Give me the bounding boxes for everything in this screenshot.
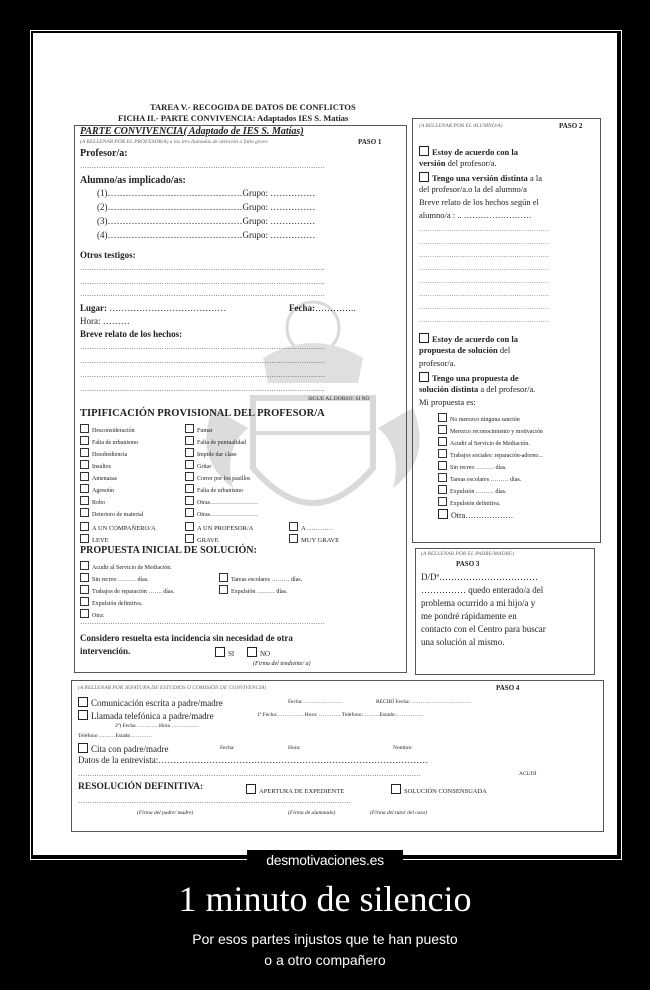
consensuada-checkbox[interactable]: SOLUCIÓN CONSENSUADA xyxy=(391,784,487,796)
profesor-dots: …………………………………………………………………………………………… xyxy=(80,162,325,170)
cita-hora: Hora: xyxy=(288,745,301,751)
alumno-number: (3) xyxy=(97,216,108,226)
paso-3-label: PASO 3 xyxy=(456,560,480,568)
tip-item[interactable]: Impide dar clase xyxy=(185,448,237,458)
relato-dots: …………………………………………………… xyxy=(419,278,549,285)
tengo-propuesta-line3: Mi propuesta es: xyxy=(419,397,476,407)
teacher-fill-note: (A RELLENAR POR EL PROFESOR/A) a las tres llamadas de atención o falta grave xyxy=(80,139,268,145)
relato-dots: …………………………………………………… xyxy=(419,265,549,272)
student-prop-item[interactable]: Tareas escolares ……… días. xyxy=(438,473,521,483)
relato-dots: …………………………………………………… xyxy=(419,304,549,311)
jefatura-fill-note: (A RELLENAR POR JEFATURA DE ESTUDIOS O COMISIÓN DE CONVIVENCIA) xyxy=(78,685,267,691)
relato-dots: …………………………………………………… xyxy=(419,252,549,259)
hora-label: Hora: ……… xyxy=(80,316,130,326)
profesor-label: Profesor/a: xyxy=(80,148,128,159)
intervencion-text: intervención. xyxy=(80,646,131,656)
tip-item[interactable]: Falta de urbanismo xyxy=(185,484,243,494)
relato-dots: …………………………………………………… xyxy=(419,291,549,298)
tip-item[interactable]: Amenazas xyxy=(80,472,117,482)
paso-1-label: PASO 1 xyxy=(358,138,382,146)
tip-item[interactable]: Desobediencia xyxy=(80,448,127,458)
llamada-detalle: 1ª Fecha:……………Hora: ………… Teléfono:………Estado:…………… xyxy=(257,712,424,718)
site-watermark[interactable]: desmotivaciones.es xyxy=(247,850,403,870)
distinta-line1[interactable]: Tengo una versión distinta a la xyxy=(419,172,542,183)
padre-line-5: contacto con el Centro para buscar xyxy=(421,624,546,634)
prop-item[interactable]: Trabajos de reparación ……. días. xyxy=(80,585,174,595)
caption-subtitle-1: Por esos partes injustos que te han puesto xyxy=(192,931,458,947)
tip-item[interactable]: Desconsideración xyxy=(80,424,135,434)
relato-dots: …………………………………………………… xyxy=(419,239,549,246)
parent-fill-note: (A RELLENAR POR EL PADRE/MADRE) xyxy=(421,551,514,557)
alumno-row-1: (1)………………………………………Grupo: …………… xyxy=(97,188,316,198)
paso-4-label: PASO 4 xyxy=(496,684,520,692)
tip-item[interactable]: Otras…………………… xyxy=(185,496,258,506)
tip-item[interactable]: Falta de urbanismo xyxy=(80,436,138,446)
prop-item[interactable]: Otra: xyxy=(80,609,104,619)
tip-item[interactable]: Agresión xyxy=(80,484,114,494)
lugar-text: Lugar: xyxy=(80,303,107,313)
tip-item[interactable]: Fumar xyxy=(185,424,213,434)
alumno-row-4: (4)………………………………………Grupo: …………… xyxy=(97,230,316,240)
cita-nombre: Nombre: xyxy=(393,745,413,751)
cita-fecha: Fecha: xyxy=(220,745,235,751)
tip-item[interactable]: Otras…………………… xyxy=(185,508,258,518)
considero-text: Considero resuelta esta incidencia sin necesidad de otra xyxy=(80,633,293,643)
caption-subtitle-2: o a otro compañero xyxy=(264,952,386,968)
firma-profesor: (Firma del tendiente/ a) xyxy=(253,661,311,667)
relato-dots: …………………………………………………… xyxy=(419,317,549,324)
datos-entrevista: Datos de la entrevista:……………………………………………………………………………… xyxy=(78,755,429,765)
acuerdo-propuesta-line2: propuesta de solución del xyxy=(419,345,511,355)
sigue-dorso: SIGUE AL DORSO: SI NO xyxy=(308,396,370,402)
tip-item[interactable]: Gritar xyxy=(185,460,211,470)
distinta-line3: Breve relato de los hechos según el xyxy=(419,197,539,207)
caption-title: 1 minuto de silencio xyxy=(178,879,472,919)
prop-expulsion[interactable]: Expulsión ……… días. xyxy=(219,585,288,595)
prop-tareas[interactable]: Tareas escolares ……… días. xyxy=(219,573,302,583)
recibi-fecha: RECIBÍ Fecha: …………………………… xyxy=(376,699,472,705)
testigos-label: Otros testigos: xyxy=(80,250,136,260)
form-document xyxy=(33,33,617,855)
prop-item[interactable]: Sin recreo ……… días. xyxy=(80,573,149,583)
acuerdo-version-line1[interactable]: Estoy de acuerdo con la xyxy=(419,146,518,157)
acudi-label: ACUDÍ xyxy=(519,771,537,777)
breve-dots-2: …………………………………………………………………………………………… xyxy=(80,357,325,365)
firma-tutor: (Firma del tutor del caso) xyxy=(370,810,428,816)
alumno-number: (1) xyxy=(97,188,108,198)
tip-item[interactable]: Falta de puntualidad xyxy=(185,436,246,446)
grupo-label: Grupo: xyxy=(242,230,268,240)
student-prop-item[interactable]: No merezco ninguna sanción xyxy=(438,413,520,423)
alumno-number: (2) xyxy=(97,202,108,212)
grupo-label: Grupo: xyxy=(242,202,268,212)
padre-line-3: problema ocurrido a mi hijo/a y xyxy=(421,598,536,608)
acuerdo-propuesta-line1[interactable]: Estoy de acuerdo con la xyxy=(419,333,518,344)
grupo-label: Grupo: xyxy=(242,216,268,226)
entrevista-dots: ………………………………………………………………………………………………………………………………… xyxy=(78,770,421,778)
testigos-dots-3: …………………………………………………………………………………………… xyxy=(80,290,325,298)
alumno-number: (4) xyxy=(97,230,108,240)
segunda-llamada: 2ª) Fecha …………Hora …………… xyxy=(115,723,199,729)
lugar-label: Lugar: ………………………………… xyxy=(80,303,227,313)
acuerdo-version-line2: versión del profesor/a. xyxy=(419,158,497,168)
si-checkbox[interactable]: SI xyxy=(215,647,234,658)
breve-dots-4: …………………………………………………………………………………………… xyxy=(80,385,325,393)
alumno-row-2: (2)………………………………………Grupo: …………… xyxy=(97,202,316,212)
tip-item[interactable]: Insultos xyxy=(80,460,111,470)
cita-checkbox[interactable]: Cita con padre/madre xyxy=(78,743,168,754)
target-profesor[interactable]: A UN PROFESOR/A xyxy=(185,522,253,533)
acuerdo-propuesta-line3: profesor/a. xyxy=(419,358,456,368)
testigos-dots-2: …………………………………………………………………………………………… xyxy=(80,278,325,286)
severity-grave[interactable]: GRAVE xyxy=(185,534,219,545)
student-prop-item[interactable]: Expulsión ……… días. xyxy=(438,485,507,495)
testigos-dots-1: …………………………………………………………………………………………… xyxy=(80,264,325,272)
header-line-1: TAREA V.- RECOGIDA DE DATOS DE CONFLICTOS xyxy=(150,102,356,112)
llamada-checkbox[interactable]: Llamada telefónica a padre/madre xyxy=(78,710,214,721)
distinta-line4: alumno/a : .. …………………… xyxy=(419,210,532,220)
padre-line-2: …………… quedo enterado/a del xyxy=(421,585,544,595)
padre-line-4: me pondré rápidamente en xyxy=(421,611,517,621)
tengo-propuesta-line1[interactable]: Tengo una propuesta de xyxy=(419,372,519,383)
severity-leve[interactable]: LEVE xyxy=(80,534,109,545)
resolucion-heading: RESOLUCIÓN DEFINITIVA: xyxy=(78,782,204,792)
comunicacion-checkbox[interactable]: Comunicación escrita a padre/madre xyxy=(78,697,223,708)
grupo-label: Grupo: xyxy=(242,188,268,198)
tipificacion-heading: TIPIFICACIÓN PROVISIONAL DEL PROFESOR/A xyxy=(80,408,325,419)
tip-item[interactable]: Deterioro de material xyxy=(80,508,143,518)
firma-alumnado: (Firma de alumnado) xyxy=(288,810,336,816)
student-prop-item[interactable]: Trabajos sociales: reparación-adorno... xyxy=(438,449,543,459)
tengo-propuesta-line2: solución distinta a del profesor/a. xyxy=(419,384,536,394)
otra-dots: …………………………………………………………………………………………… xyxy=(80,618,325,626)
form-title: PARTE CONVIVENCIA( Adaptado de IES S. Matías) xyxy=(80,126,304,137)
breve-dots-1: …………………………………………………………………………………………… xyxy=(80,343,325,351)
prop-item[interactable]: Acudir al Servicio de Mediación. xyxy=(80,561,172,571)
student-fill-note: (A RELLENAR POR EL ALUMNO/A) xyxy=(419,123,503,129)
padre-line-1: D/Dª…………………………… xyxy=(421,572,538,582)
distinta-line2: del profesor/a.o la del alumno/a xyxy=(419,184,527,194)
breve-dots-3: …………………………………………………………………………………………… xyxy=(80,371,325,379)
tip-item[interactable]: Robo xyxy=(80,496,105,506)
firma-padre: (Firma del padre/ madre) xyxy=(137,810,194,816)
propuesta-heading: PROPUESTA INICIAL DE SOLUCIÓN: xyxy=(80,545,257,556)
severity-muy-grave[interactable]: MUY GRAVE xyxy=(289,534,339,545)
student-prop-item[interactable]: Merezco reconocimiento y motivación xyxy=(438,425,543,435)
no-checkbox[interactable]: NO xyxy=(247,647,270,658)
alumnos-label: Alumno/as implicado/as: xyxy=(80,175,186,186)
fecha-text: Fecha: xyxy=(289,303,315,313)
breve-label: Breve relato de los hechos: xyxy=(80,329,183,339)
resolucion-dots: ……………………………………………………………………………………………………… xyxy=(78,797,351,805)
student-prop-item[interactable]: Acudir al Servicio de Mediación. xyxy=(438,437,530,447)
relato-dots: …………………………………………………… xyxy=(419,226,549,233)
alumno-row-3: (3)………………………………………Grupo: …………… xyxy=(97,216,316,226)
paso-2-label: PASO 2 xyxy=(559,122,583,130)
comunicacion-fecha: Fecha: ………………… xyxy=(288,699,343,705)
prop-item[interactable]: Expulsión definitiva. xyxy=(80,597,142,607)
student-prop-otra[interactable]: Otra……………… xyxy=(438,509,513,520)
target-companero[interactable]: A UN COMPAÑERO/A xyxy=(80,522,156,533)
target-otro[interactable]: A ………… xyxy=(289,522,333,533)
student-prop-item[interactable]: Expulsión definitiva. xyxy=(438,497,500,507)
student-prop-item[interactable]: Sin recreo ……… días. xyxy=(438,461,507,471)
telefono-estado: Teléfono ………Estado………… xyxy=(78,733,153,739)
header-line-2: FICHA II.- PARTE CONVIVENCIA: Adaptados IES S. Matías xyxy=(118,113,349,123)
tip-item[interactable]: Correr por los pasillos xyxy=(185,472,251,482)
padre-line-6: una solución al mismo. xyxy=(421,637,505,647)
apertura-checkbox[interactable]: APERTURA DE EXPEDIENTE xyxy=(246,784,344,796)
fecha-label: Fecha:………….. xyxy=(289,303,356,313)
